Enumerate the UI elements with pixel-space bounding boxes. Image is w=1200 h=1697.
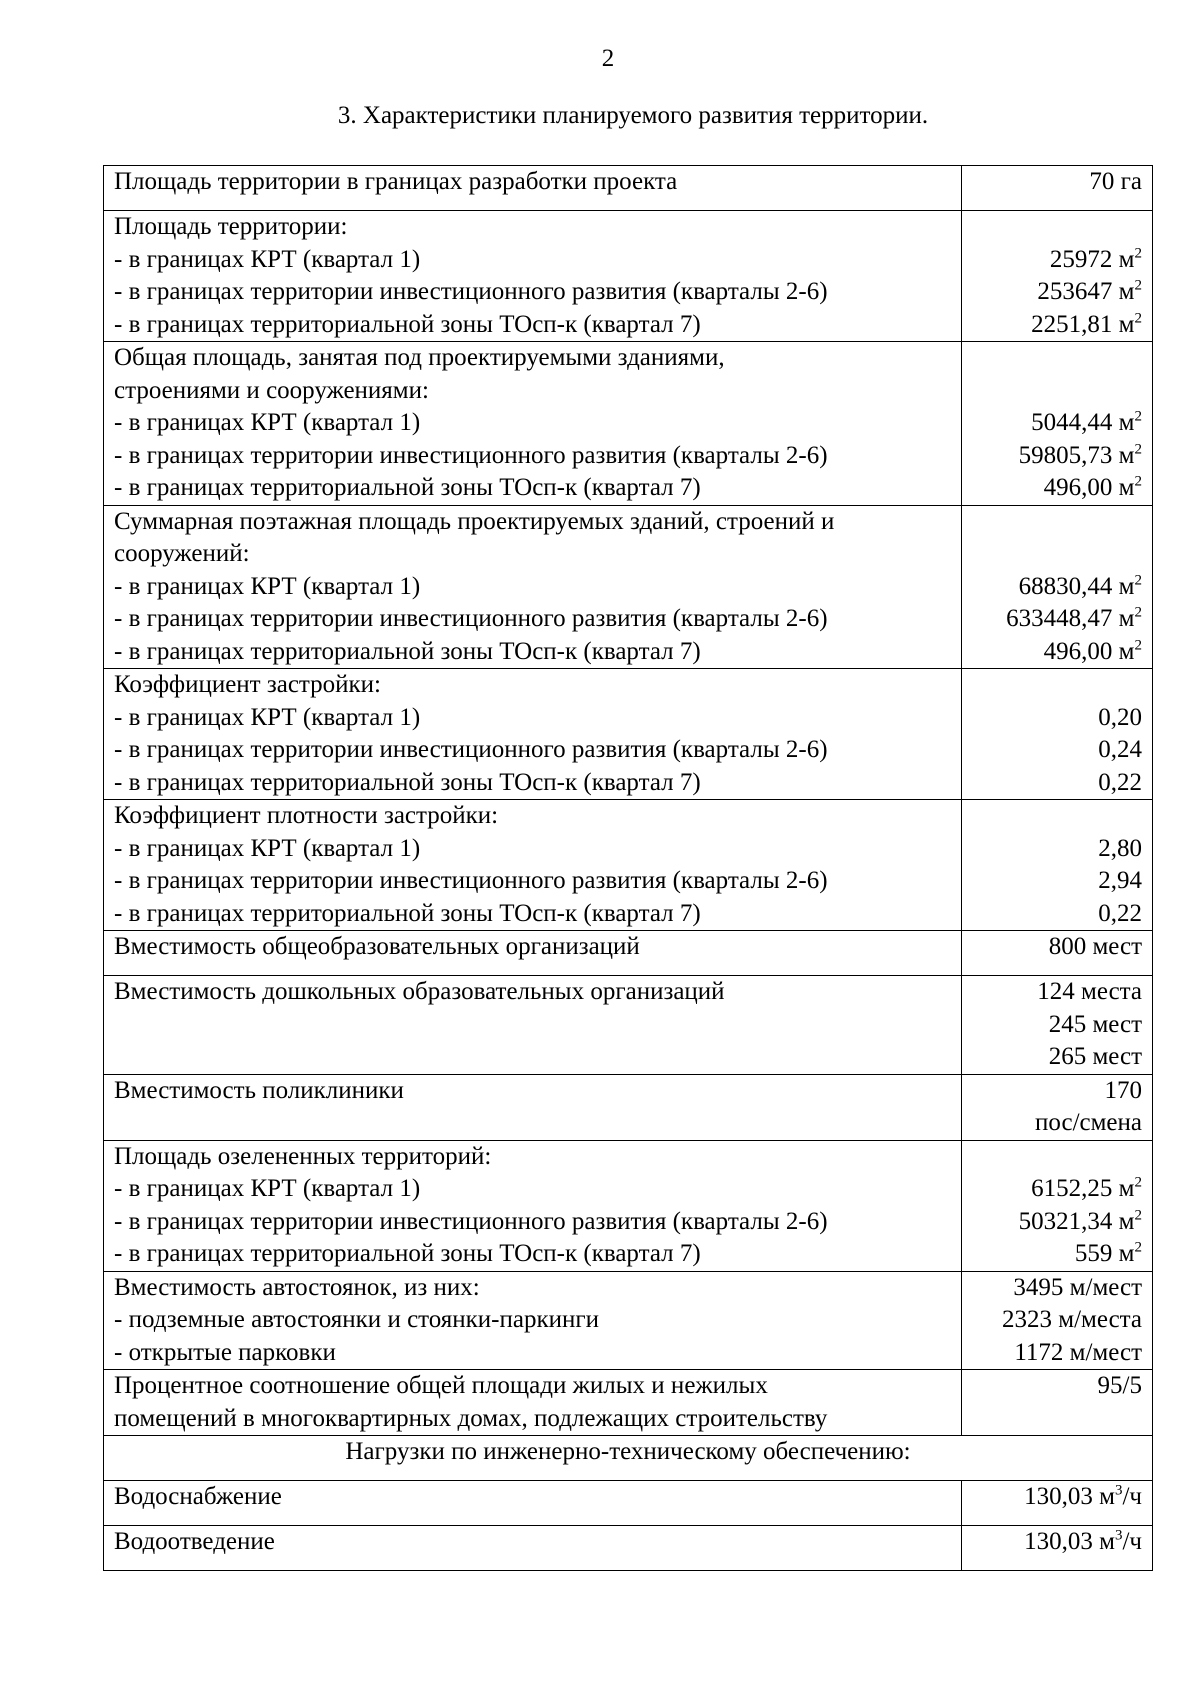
- row-item: - в границах КРТ (квартал 1): [114, 834, 421, 862]
- row-title: Коэффициент плотности застройки:: [114, 802, 499, 829]
- row-value: 559 м: [1074, 1240, 1135, 1267]
- row-value: 50321,34 м: [1018, 1207, 1135, 1235]
- row-value: 0,24: [1098, 736, 1142, 763]
- table-row: [104, 1526, 1153, 1571]
- row-item: - подземные автостоянки и стоянки-паркинги: [114, 1306, 600, 1333]
- table-row: [104, 342, 1153, 506]
- row-item: - открытые парковки: [114, 1338, 336, 1366]
- unit-superscript: 2: [1134, 1239, 1142, 1256]
- unit-superscript: 2: [1134, 441, 1142, 458]
- unit-superscript: 2: [1134, 572, 1142, 589]
- table-row: [104, 211, 1153, 342]
- row-value: 3495 м/мест: [1013, 1273, 1142, 1301]
- row-item: - в границах территориальной зоны ТОсп-к (квартал 7): [114, 768, 701, 796]
- row-value: 95/5: [962, 1370, 1153, 1436]
- row-value-unit: /ч: [1122, 1483, 1142, 1510]
- unit-superscript: 2: [1134, 277, 1142, 294]
- page-number: 2: [601, 45, 615, 72]
- table-row: [104, 976, 1153, 1075]
- row-value: 25972 м: [1049, 245, 1135, 273]
- row-value: 68830,44 м: [1018, 572, 1135, 600]
- row-label: помещений в многоквартирных домах, подлежащих строительству: [114, 1404, 828, 1432]
- unit-superscript: 3: [1114, 1482, 1123, 1499]
- row-item: - в границах территориальной зоны ТОсп-к (квартал 7): [114, 899, 701, 927]
- row-label: Водоснабжение: [104, 1481, 962, 1526]
- row-value: 0,20: [1098, 703, 1142, 731]
- row-value: 6152,25 м: [1031, 1175, 1135, 1202]
- unit-superscript: 2: [1134, 310, 1142, 327]
- row-value: 170: [1104, 1076, 1142, 1104]
- unit-superscript: 2: [1134, 473, 1142, 490]
- row-item: - в границах территориальной зоны ТОсп-к (квартал 7): [114, 474, 701, 501]
- unit-superscript: 2: [1134, 1207, 1142, 1224]
- unit-superscript: 2: [1134, 1174, 1142, 1191]
- row-value: 130,03 м: [1024, 1483, 1115, 1510]
- row-value: 2323 м/места: [1002, 1306, 1142, 1333]
- row-item: - в границах территории инвестиционного развития (кварталы 2-6): [114, 1207, 828, 1235]
- section-row-label: Нагрузки по инженерно-техническому обеспечению:: [104, 1436, 1153, 1481]
- row-value: 124 места: [1037, 978, 1142, 1005]
- row-label: Водоотведение: [104, 1526, 962, 1571]
- row-item: - в границах КРТ (квартал 1): [114, 1175, 421, 1202]
- row-label: Площадь территории в границах разработки проекта: [104, 166, 962, 211]
- row-item: - в границах КРТ (квартал 1): [114, 409, 421, 436]
- unit-superscript: 2: [1134, 637, 1142, 654]
- row-value: 0,22: [1098, 768, 1142, 796]
- table-row: [104, 669, 1153, 800]
- table-row: [104, 505, 1153, 669]
- row-value: 2,80: [1098, 834, 1142, 862]
- row-item: - в границах территориальной зоны ТОсп-к (квартал 7): [114, 310, 701, 338]
- row-title: Коэффициент застройки:: [114, 671, 382, 698]
- row-value: 1172 м/мест: [1014, 1338, 1142, 1366]
- row-value: 59805,73 м: [1018, 441, 1135, 469]
- row-value: 2251,81 м: [1031, 310, 1135, 338]
- row-value: 496,00 м: [1043, 637, 1135, 665]
- unit-superscript: 2: [1134, 408, 1142, 425]
- row-title: Площадь озелененных территорий:: [114, 1142, 492, 1170]
- table-row: [104, 1481, 1153, 1526]
- row-value: 253647 м: [1037, 278, 1135, 305]
- unit-superscript: 2: [1134, 245, 1142, 262]
- table-row: [104, 1370, 1153, 1436]
- characteristics-table: [103, 165, 1153, 1571]
- table-row: [104, 166, 1153, 211]
- row-value: 2,94: [1098, 867, 1142, 894]
- row-label: Вместимость дошкольных образовательных организаций: [104, 976, 962, 1075]
- row-item: - в границах КРТ (квартал 1): [114, 703, 421, 731]
- table-row: [104, 1074, 1153, 1140]
- row-title: Вместимость автостоянок, из них:: [114, 1273, 480, 1301]
- row-item: - в границах КРТ (квартал 1): [114, 572, 421, 600]
- row-value: 130,03 м: [1024, 1528, 1115, 1555]
- unit-superscript: 3: [1114, 1527, 1123, 1544]
- row-title: Площадь территории:: [114, 213, 348, 240]
- unit-superscript: 2: [1134, 604, 1142, 621]
- row-title: Общая площадь, занятая под проектируемыми зданиями,: [114, 344, 725, 371]
- row-label: Вместимость поликлиники: [104, 1074, 962, 1140]
- row-value: 633448,47 м: [1006, 605, 1135, 632]
- row-item: - в границах территории инвестиционного развития (кварталы 2-6): [114, 441, 828, 469]
- table-row: [104, 1140, 1153, 1271]
- row-value: 5044,44 м: [1031, 409, 1135, 436]
- row-value: 496,00 м: [1043, 474, 1135, 501]
- table-row: [104, 1271, 1153, 1370]
- row-value: пос/смена: [1034, 1109, 1142, 1136]
- row-label: Вместимость общеобразовательных организаций: [104, 931, 962, 976]
- row-title: строениями и сооружениями:: [114, 376, 429, 404]
- row-title: Суммарная поэтажная площадь проектируемых зданий, строений и: [114, 507, 835, 535]
- table-row: [104, 800, 1153, 931]
- row-item: - в границах территории инвестиционного развития (кварталы 2-6): [114, 736, 828, 763]
- row-value: 0,22: [1098, 899, 1142, 927]
- row-item: - в границах территориальной зоны ТОсп-к (квартал 7): [114, 1240, 701, 1267]
- row-value: 265 мест: [1048, 1043, 1142, 1070]
- table-section-header: [104, 1436, 1153, 1481]
- row-item: - в границах территории инвестиционного развития (кварталы 2-6): [114, 605, 828, 632]
- row-item: - в границах территориальной зоны ТОсп-к (квартал 7): [114, 637, 701, 665]
- row-value: 70 га: [962, 166, 1153, 211]
- row-value: 800 мест: [962, 931, 1153, 976]
- row-label: Процентное соотношение общей площади жилых и нежилых: [114, 1372, 768, 1399]
- row-value: 245 мест: [1048, 1010, 1142, 1038]
- row-title: сооружений:: [114, 540, 250, 567]
- row-item: - в границах территории инвестиционного развития (кварталы 2-6): [114, 867, 828, 894]
- table-row: [104, 931, 1153, 976]
- section-heading: 3. Характеристики планируемого развития территории.: [337, 102, 929, 129]
- row-item: - в границах КРТ (квартал 1): [114, 245, 421, 273]
- row-item: - в границах территории инвестиционного развития (кварталы 2-6): [114, 278, 828, 305]
- row-value-unit: /ч: [1122, 1528, 1142, 1555]
